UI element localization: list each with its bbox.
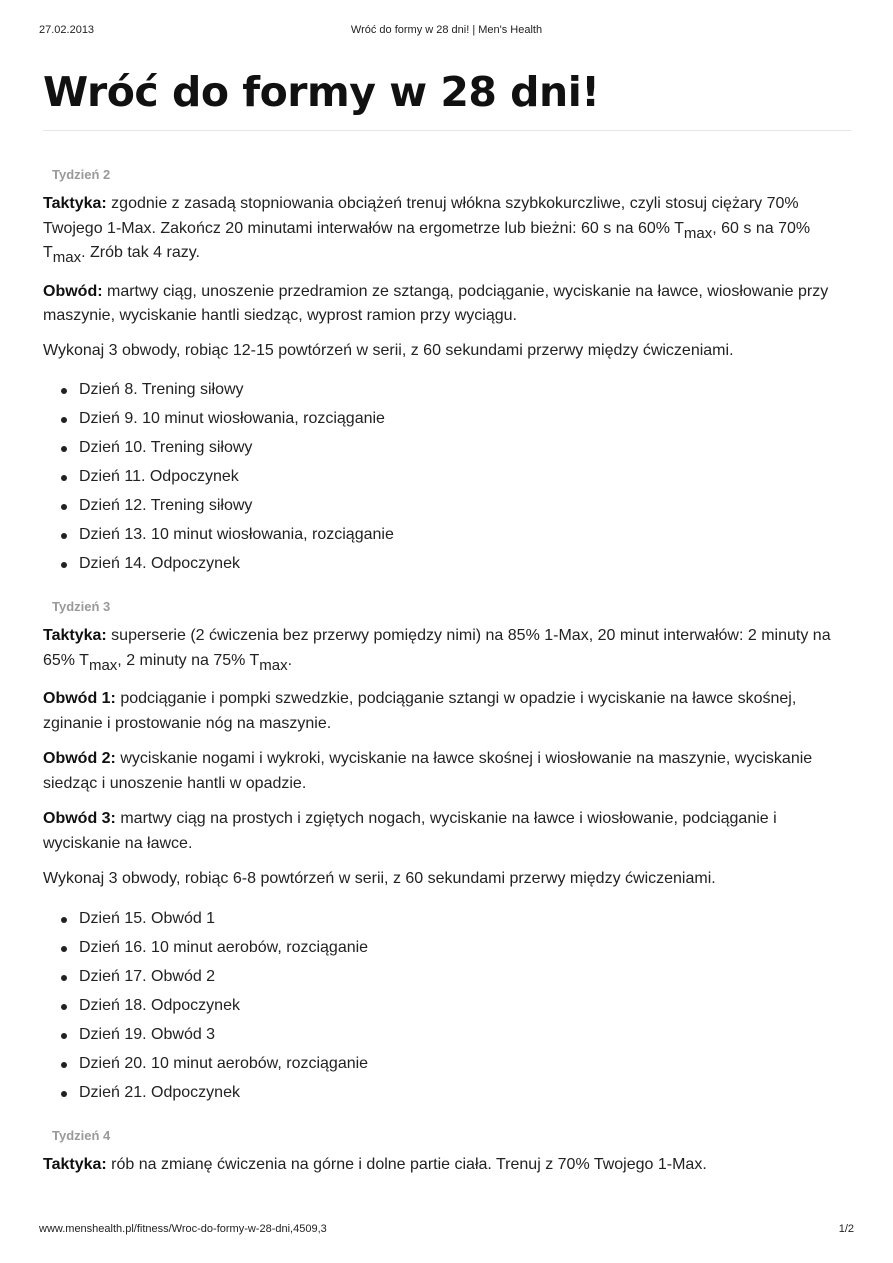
tactic-label: Taktyka:: [43, 1155, 107, 1173]
circuit-label: Obwód 3:: [43, 810, 116, 827]
week-2-instructions: Wykonaj 3 obwody, robiąc 12-15 powtórzeń w serii, z 60 sekundami przerwy między ćwiczeniami.: [43, 341, 734, 359]
day-list-item: Dzień 10. Trening siłowy: [43, 438, 851, 467]
day-list-item: Dzień 20. 10 minut aerobów, rozciąganie: [43, 1054, 851, 1083]
day-list-item: Dzień 15. Obwód 1: [43, 909, 851, 938]
day-list-item: Dzień 19. Obwód 3: [43, 1025, 851, 1054]
page-number: 1/2: [838, 1223, 854, 1235]
day-list-item: Dzień 13. 10 minut wiosłowania, rozciąganie: [43, 525, 851, 554]
tactic-text: . Zrób tak 4 razy.: [81, 244, 200, 261]
week-4-tactic: [43, 1153, 851, 1178]
week-3-tactic: [43, 624, 851, 673]
circuit-text: podciąganie i pompki szwedzkie, podciąganie sztangi w opadzie i wyciskanie na ławce skośnej, zginanie i prostowanie nóg na maszynie.: [43, 690, 797, 732]
day-list-item: Dzień 8. Trening siłowy: [43, 380, 851, 409]
day-list-item: Dzień 11. Odpoczynek: [43, 467, 851, 496]
circuit-text: wyciskanie nogami i wykroki, wyciskanie na ławce skośnej i wiosłowanie na maszynie, wyciskanie siedząc i unoszenie hantli w opadzie.: [43, 750, 813, 792]
day-list-item: Dzień 18. Odpoczynek: [43, 996, 851, 1025]
day-list-item: Dzień 14. Odpoczynek: [43, 554, 851, 583]
tactic-text: .: [287, 651, 293, 669]
week-3-instructions: Wykonaj 3 obwody, robiąc 6-8 powtórzeń w serii, z 60 sekundami przerwy między ćwiczeniami.: [43, 870, 716, 887]
week-2-tactic: [43, 192, 851, 266]
week-2-label: Tydzień 2: [52, 167, 111, 182]
week-3-label: Tydzień 3: [52, 599, 111, 614]
tmax-subscript: max: [259, 656, 288, 674]
tactic-text: , 2 minuty na 75% T: [117, 651, 260, 669]
circuit-label: Obwód:: [43, 282, 103, 300]
day-list-item: Dzień 9. 10 minut wiosłowania, rozciąganie: [43, 409, 851, 438]
print-date: 27.02.2013: [39, 24, 95, 36]
print-footer: [39, 1223, 854, 1239]
week-3-circuit-1: [43, 687, 851, 736]
day-list-item: Dzień 16. 10 minut aerobów, rozciąganie: [43, 938, 851, 967]
day-list-item: Dzień 17. Obwód 2: [43, 967, 851, 996]
week-4-label: Tydzień 4: [52, 1127, 111, 1143]
circuit-text: martwy ciąg, unoszenie przedramion ze sztangą, podciąganie, wyciskanie na ławce, wiosłowanie przy maszynie, wyciskanie hantli siedząc, wyprost ramion przy wyciągu.: [43, 282, 829, 324]
print-page-title: Wróć do formy w 28 dni! | Men's Health: [350, 24, 543, 36]
article: [43, 62, 851, 1177]
week-3-circuit-2: [43, 747, 851, 796]
tmax-subscript: max: [52, 249, 82, 266]
day-list-item: Dzień 12. Trening siłowy: [43, 496, 851, 525]
print-header: [39, 24, 854, 40]
tactic-text: zgodnie z zasadą stopniowania obciążeń trenuj włókna szybkokurczliwe, czyli stosuj ciężary 70% Twojego 1-Max. Zakończ 20 minutami interwałów na ergometrze lub bieżni: 60 s na 60% T: [43, 195, 799, 237]
tactic-text: rób na zmianę ćwiczenia na górne i dolne partie ciała. Trenuj z 70% Twojego 1-Max.: [106, 1155, 707, 1173]
tactic-text: , 60 s na 70% T: [43, 219, 811, 261]
tmax-subscript: max: [88, 656, 118, 674]
circuit-text: martwy ciąg na prostych i zgiętych nogach, wyciskanie na ławce i wiosłowanie, podciąganie i wyciskanie na ławce.: [43, 810, 777, 852]
print-url: www.menshealth.pl/fitness/Wroc-do-formy-w-28-dni,4509,3: [39, 1223, 327, 1235]
week-3-circuit-3: [43, 807, 851, 856]
day-list-item: Dzień 21. Odpoczynek: [43, 1083, 851, 1112]
tactic-label: Taktyka:: [43, 195, 107, 212]
article-title: Wróć do formy w 28 dni!: [43, 68, 600, 116]
circuit-label: Obwód 1:: [43, 690, 116, 707]
week-3-day-list: [43, 909, 851, 1112]
tactic-label: Taktyka:: [43, 627, 107, 644]
circuit-label: Obwód 2:: [43, 750, 116, 767]
tmax-subscript: max: [683, 224, 713, 242]
title-divider: [43, 130, 851, 131]
tactic-text: superserie (2 ćwiczenia bez przerwy pomiędzy nimi) na 85% 1-Max, 20 minut interwałów: 2 minuty na 65% T: [43, 627, 831, 669]
week-2-day-list: [43, 380, 851, 583]
week-2-circuit: [43, 280, 851, 329]
